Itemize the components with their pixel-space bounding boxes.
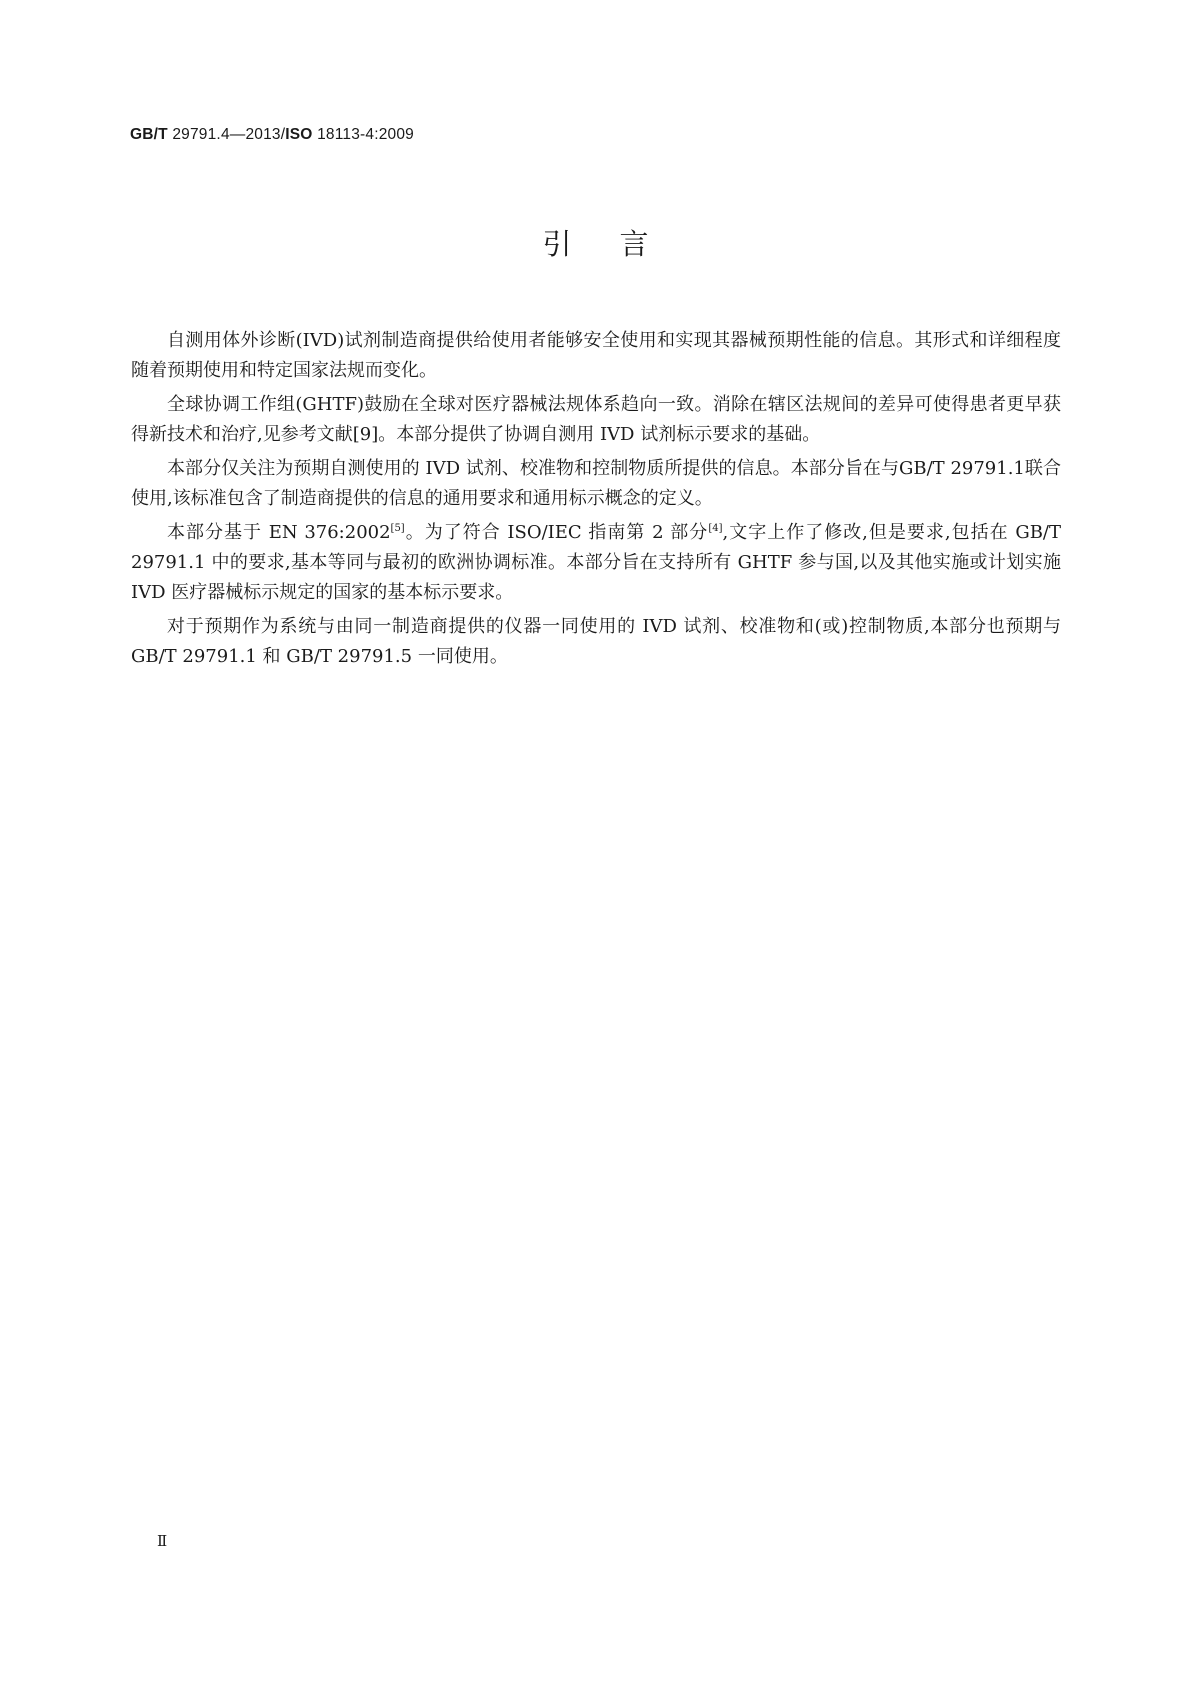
paragraph-4-part-1: 本部分基于 EN 376:2002 xyxy=(167,522,391,543)
paragraph-3: 本部分仅关注为预期自测使用的 IVD 试剂、校准物和控制物质所提供的信息。本部分旨在与GB/T 29791.1联合使用,该标准包含了制造商提供的信息的通用要求和通用标示概念的定义。 xyxy=(131,458,1061,509)
page-title: 引言 xyxy=(542,227,697,261)
paragraph-4-part-3: ,文字上作了修改,但是要求,包括在 GB/T 29791.1 中的要求,基本等同与最初的欧洲协调标准。本部分旨在支持所有 GHTF 参与国,以及其他实施或计划实施 IVD 医疗器械标示规定的国家的基本标示要求。 xyxy=(131,522,1062,603)
document-code-number: 29791.4—2013/ xyxy=(167,126,286,143)
paragraph-1: 自测用体外诊断(IVD)试剂制造商提供给使用者能够安全使用和实现其器械预期性能的信息。其形式和详细程度随着预期使用和特定国家法规而变化。 xyxy=(131,330,1061,381)
document-code-gb: GB/T xyxy=(130,126,168,143)
document-code-iso-number: 18113-4:2009 xyxy=(312,126,415,143)
paragraph-5: 对于预期作为系统与由同一制造商提供的仪器一同使用的 IVD 试剂、校准物和(或)控制物质,本部分也预期与 GB/T 29791.1 和 GB/T 29791.5 一同使用。 xyxy=(131,616,1061,667)
paragraph-2: 全球协调工作组(GHTF)鼓励在全球对医疗器械法规体系趋向一致。消除在辖区法规间的差异可使得患者更早获得新技术和治疗,见参考文献[9]。本部分提供了协调自测用 IVD 试剂标示要求的基础。 xyxy=(131,394,1061,445)
document-code-iso: ISO xyxy=(285,126,313,143)
page-number: Ⅱ xyxy=(157,1532,168,1550)
paragraph-4-part-2: 。为了符合 ISO/IEC 指南第 2 部分 xyxy=(404,522,709,543)
paragraph-4 xyxy=(131,518,1061,608)
reference-4: [4] xyxy=(708,523,723,534)
introduction-body xyxy=(131,326,1061,676)
reference-5: [5] xyxy=(390,523,405,534)
document-code xyxy=(130,126,414,144)
